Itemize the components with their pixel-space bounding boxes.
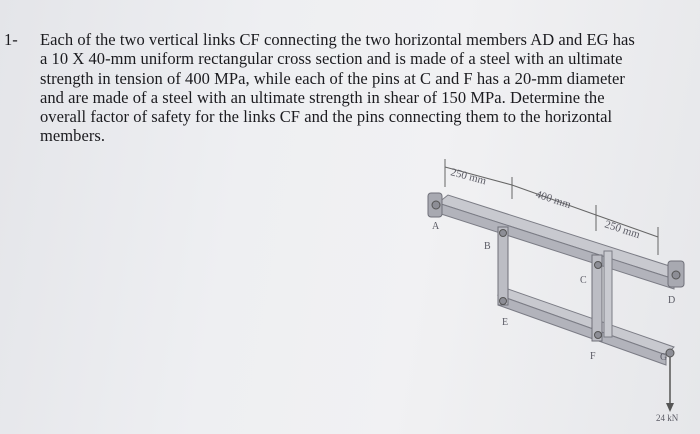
pin-b [500, 230, 507, 237]
point-label-g: G [660, 352, 668, 363]
point-label-c: C [580, 275, 587, 286]
point-label-f: F [590, 351, 596, 362]
dim-label-1: 250 mm [449, 166, 488, 188]
problem-line: Each of the two vertical links CF connecting the two horizontal members AD and EG has [40, 30, 635, 49]
link-be [498, 227, 508, 305]
dim-label-3: 250 mm [603, 218, 642, 242]
problem-line: strength in tension of 400 MPa, while each of the pins at C and F has a 20-mm diameter [40, 68, 625, 88]
point-label-a: A [432, 221, 440, 232]
problem-line: and are made of a steel with an ultimate strength in shear of 150 MPa. Determine the [40, 87, 605, 107]
structure-diagram [420, 155, 700, 434]
pin-f [595, 332, 602, 339]
member-ad-face [438, 203, 674, 289]
problem-line: a 10 X 40-mm uniform rectangular cross section and is made of a steel with an ultimate [40, 49, 623, 69]
pin-a [432, 201, 440, 209]
structure-figure [420, 155, 700, 434]
load-label: 24 kN [656, 413, 679, 423]
point-label-d: D [668, 295, 676, 306]
member-eg-face [498, 295, 666, 365]
pin-d [672, 271, 680, 279]
problem-text [40, 30, 690, 146]
load-arrow-head [666, 403, 674, 412]
pin-e [500, 298, 507, 305]
point-label-e: E [502, 317, 509, 328]
problem-number: 1- [4, 30, 18, 49]
dim-label-2: 400 mm [534, 188, 573, 212]
link-cf-back [604, 251, 612, 337]
pin-c [595, 262, 602, 269]
member-eg [498, 289, 674, 355]
problem-line: members. [40, 126, 106, 146]
point-label-b: B [484, 241, 491, 252]
problem-line: overall factor of safety for the links CF and the pins connecting them to the horizontal [40, 107, 613, 127]
